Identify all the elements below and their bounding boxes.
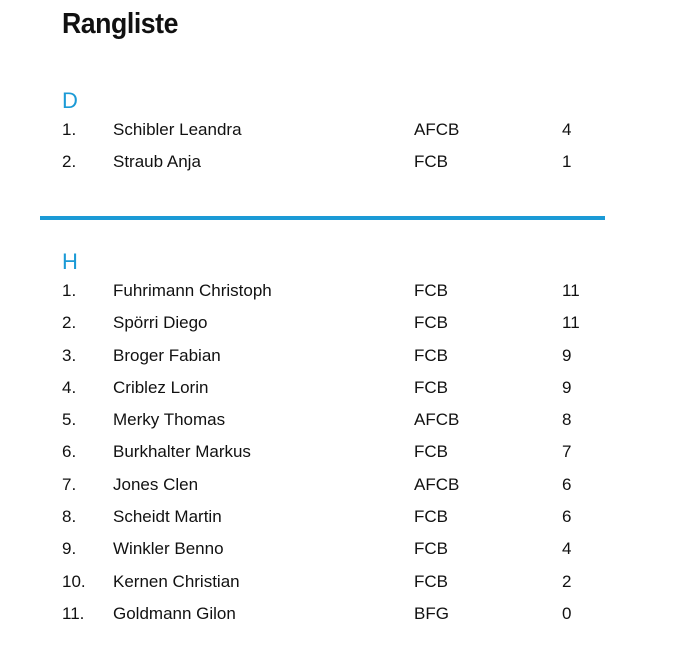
club-name: BFG <box>414 603 449 623</box>
club-name: AFCB <box>414 474 460 494</box>
club-name: FCB <box>414 377 448 397</box>
rank-number: 8. <box>62 507 77 527</box>
section-h <box>0 249 687 636</box>
ranking-row <box>0 572 687 604</box>
club-name: FCB <box>414 152 448 172</box>
club-name: FCB <box>414 313 448 333</box>
club-name: AFCB <box>414 120 460 139</box>
ranking-row <box>0 120 687 152</box>
rank-number: 2. <box>62 152 77 172</box>
ranking-row <box>0 475 687 507</box>
ranking-row <box>0 346 687 378</box>
page-title: Rangliste <box>62 8 178 40</box>
rank-number: 2. <box>62 313 77 333</box>
club-name: FCB <box>414 345 448 365</box>
athlete-name: Broger Fabian <box>113 345 221 365</box>
points-value: 4 <box>562 539 572 559</box>
athlete-name: Merky Thomas <box>113 410 226 430</box>
athlete-name: Goldmann Gilon <box>113 603 236 623</box>
ranking-row <box>0 539 687 571</box>
section-heading: H <box>62 249 78 274</box>
club-name: FCB <box>414 539 448 559</box>
rank-number: 6. <box>62 442 77 462</box>
athlete-name: Burkhalter Markus <box>113 442 251 462</box>
points-value: 7 <box>562 442 572 462</box>
rank-number: 1. <box>62 120 77 139</box>
rank-number: 7. <box>62 474 77 494</box>
ranking-row <box>0 378 687 410</box>
points-value: 4 <box>562 120 572 139</box>
club-name: FCB <box>414 507 448 527</box>
ranking-row <box>0 313 687 345</box>
points-value: 11 <box>562 281 580 300</box>
ranking-row <box>0 442 687 474</box>
points-value: 0 <box>562 603 572 623</box>
ranking-row <box>0 410 687 442</box>
athlete-name: Kernen Christian <box>113 571 240 591</box>
rank-number: 3. <box>62 345 77 365</box>
rank-number: 10. <box>62 571 86 591</box>
section-divider <box>40 216 605 220</box>
rank-number: 4. <box>62 377 77 397</box>
points-value: 1 <box>562 152 572 172</box>
points-value: 8 <box>562 410 572 430</box>
athlete-name: Scheidt Martin <box>113 507 222 527</box>
section-d <box>0 88 687 185</box>
section-heading: D <box>62 88 78 113</box>
ranking-row <box>0 152 687 184</box>
club-name: FCB <box>414 571 448 591</box>
points-value: 9 <box>562 345 572 365</box>
athlete-name: Jones Clen <box>113 474 199 494</box>
points-value: 2 <box>562 571 572 591</box>
athlete-name: Fuhrimann Christoph <box>113 281 272 300</box>
rank-number: 9. <box>62 539 77 559</box>
athlete-name: Criblez Lorin <box>113 377 209 397</box>
athlete-name: Schibler Leandra <box>113 120 242 139</box>
points-value: 11 <box>562 313 580 333</box>
points-value: 6 <box>562 474 572 494</box>
club-name: FCB <box>414 281 448 300</box>
rank-number: 5. <box>62 410 77 430</box>
club-name: AFCB <box>414 410 460 430</box>
athlete-name: Straub Anja <box>113 152 201 172</box>
athlete-name: Winkler Benno <box>113 539 224 559</box>
rank-number: 1. <box>62 281 77 300</box>
ranking-row <box>0 604 687 636</box>
points-value: 9 <box>562 377 572 397</box>
ranking-list <box>0 120 687 185</box>
athlete-name: Spörri Diego <box>113 313 208 333</box>
ranking-row <box>0 281 687 313</box>
rank-number: 11. <box>62 603 85 623</box>
ranking-list <box>0 281 687 636</box>
club-name: FCB <box>414 442 448 462</box>
points-value: 6 <box>562 507 572 527</box>
ranking-row <box>0 507 687 539</box>
